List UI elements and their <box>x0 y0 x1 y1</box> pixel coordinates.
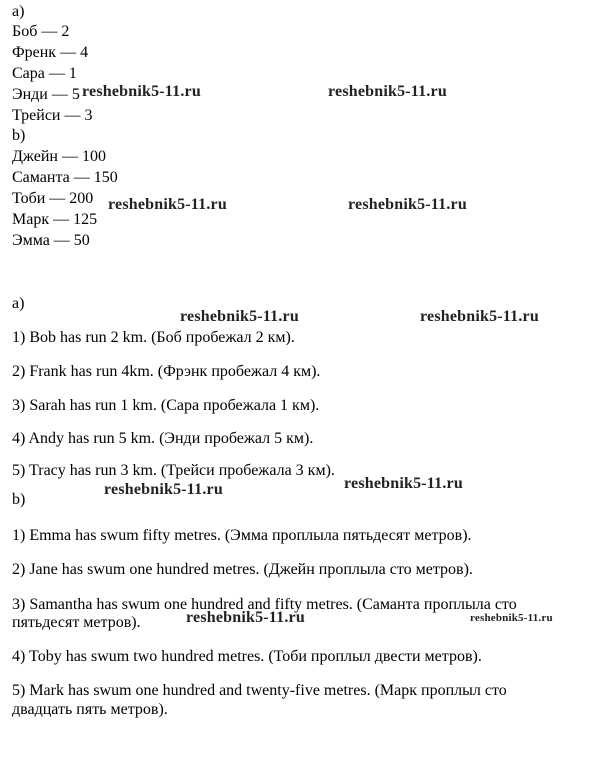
list-item: Сара — 1 <box>12 65 77 82</box>
list-item: Эмма — 50 <box>12 232 90 249</box>
list-item: Тоби — 200 <box>12 190 94 207</box>
list-item: Френк — 4 <box>12 44 89 61</box>
watermark: reshebnik5-11.ru <box>344 475 463 492</box>
sentence: 1) Bob has run 2 km. (Боб пробежал 2 км). <box>12 329 295 346</box>
sentence: 3) Samantha has swum one hundred and fifty metres. (Саманта проплыла сто <box>12 596 517 613</box>
sentence: 5) Mark has swum one hundred and twenty-five metres. (Марк проплыл сто <box>12 682 507 699</box>
watermark: reshebnik5-11.ru <box>186 609 305 626</box>
sentence: 2) Jane has swum one hundred metres. (Джейн проплыла сто метров). <box>12 561 473 578</box>
list-item: Марк — 125 <box>12 211 98 228</box>
list-item: Энди — 5 <box>12 86 80 103</box>
watermark: reshebnik5-11.ru <box>82 83 201 100</box>
sentence: 2) Frank has run 4km. (Фрэнк пробежал 4 км). <box>12 363 321 380</box>
watermark: reshebnik5-11.ru <box>328 83 447 100</box>
list-item: Боб — 2 <box>12 23 70 40</box>
watermark: reshebnik5-11.ru <box>104 481 223 498</box>
sentence: 4) Toby has swum two hundred metres. (Тоби проплыл двести метров). <box>12 648 482 665</box>
watermark: reshebnik5-11.ru <box>348 196 467 213</box>
watermark: reshebnik5-11.ru <box>108 196 227 213</box>
list-item: Саманта — 150 <box>12 169 118 186</box>
list-item: Джейн — 100 <box>12 148 106 165</box>
watermark: reshebnik5-11.ru <box>420 308 539 325</box>
sentence: 3) Sarah has run 1 km. (Сара пробежала 1 км). <box>12 397 320 414</box>
section2-a-label: a) <box>12 295 25 312</box>
list-item: Трейси — 3 <box>12 107 93 124</box>
sentence: 4) Andy has run 5 km. (Энди пробежал 5 км). <box>12 430 314 447</box>
section1-a-label: a) <box>12 3 25 20</box>
section1-b-label: b) <box>12 127 26 144</box>
section2-b-label: b) <box>12 491 26 508</box>
sentence: 5) Tracy has run 3 km. (Трейси пробежала 3 км). <box>12 462 335 479</box>
watermark: reshebnik5-11.ru <box>180 308 299 325</box>
sentence-continuation: пятьдесят метров). <box>12 614 141 631</box>
watermark: reshebnik5-11.ru <box>470 612 553 624</box>
sentence-continuation: двадцать пять метров). <box>12 701 168 718</box>
sentence: 1) Emma has swum fifty metres. (Эмма проплыла пятьдесят метров). <box>12 527 472 544</box>
